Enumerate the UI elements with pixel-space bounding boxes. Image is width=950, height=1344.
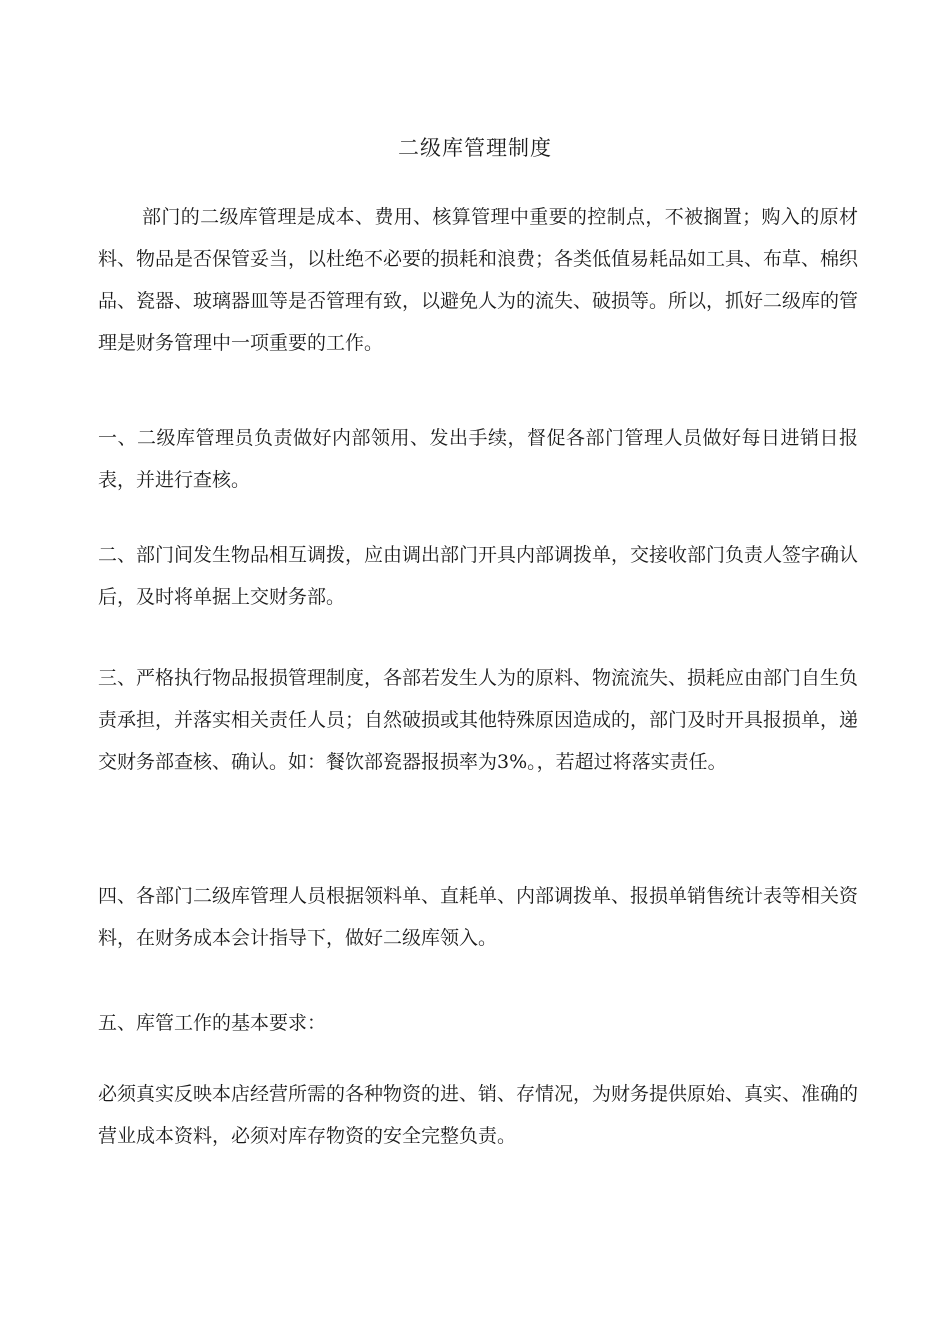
rule-item-5-heading: 五、库管工作的基本要求： <box>98 1012 327 1034</box>
rule-item-5-body: 必须真实反映本店经营所需的各种物资的进、销、存情况，为财务提供原始、真实、准确的营业成本资料，必须对库存物资的安全完整负责。 <box>98 1083 859 1147</box>
rule-item-1: 一、二级库管理员负责做好内部领用、发出手续，督促各部门管理人员做好每日进销日报表，并进行查核。 <box>98 427 858 491</box>
intro-paragraph: 部门的二级库管理是成本、费用、核算管理中重要的控制点，不被搁置；购入的原材料、物品是否保管妥当，以杜绝不必要的损耗和浪费；各类低值易耗品如工具、布草、棉织品、瓷器、玻璃器皿等是否管理有致，以避免人为的流失、破损等。所以，抓好二级库的管理是财务管理中一项重要的工作。 <box>98 206 859 354</box>
rule-item-2: 二、部门间发生物品相互调拨，应由调出部门开具内部调拨单，交接收部门负责人签字确认后，及时将单据上交财务部。 <box>98 544 859 608</box>
rule-item-3: 三、严格执行物品报损管理制度，各部若发生人为的原料、物流流失、损耗应由部门自生负责承担，并落实相关责任人员；自然破损或其他特殊原因造成的，部门及时开具报损单，递交财务部查核、确认。如：餐饮部瓷器报损率为3%。，若超过将落实责任。 <box>98 667 859 773</box>
rule-item-4: 四、各部门二级库管理人员根据领料单、直耗单、内部调拨单、报损单销售统计表等相关资料，在财务成本会计指导下，做好二级库领入。 <box>98 885 859 949</box>
document-title: 二级库管理制度 <box>398 136 552 160</box>
